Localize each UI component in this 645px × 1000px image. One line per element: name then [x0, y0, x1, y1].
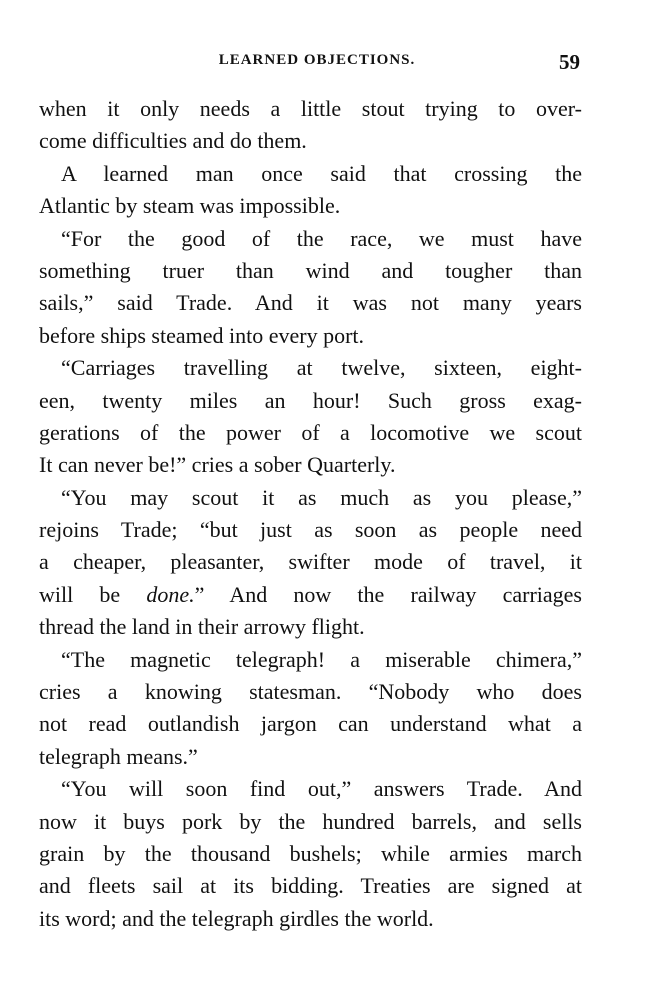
text-line: A learned man once said that crossing the	[61, 160, 582, 186]
text-line: its word; and the telegraph girdles the world.	[39, 905, 434, 931]
text-line: “The magnetic telegraph! a miserable chimera,”	[61, 646, 582, 672]
text-line: thread the land in their arrowy flight.	[39, 614, 365, 640]
text-line-with-italic	[39, 579, 582, 611]
page-number: 59	[559, 50, 580, 74]
closing-quote: ”	[194, 581, 205, 607]
text-line: It can never be!” cries a sober Quarterly.	[39, 452, 396, 478]
text-line: not read outlandish jargon can understand what a	[39, 711, 582, 737]
text-line: cries a knowing statesman. “Nobody who does	[39, 679, 582, 705]
text-line: before ships steamed into every port.	[39, 322, 365, 348]
text-line: een, twenty miles an hour! Such gross exag-	[39, 387, 582, 413]
text-line: something truer than wind and tougher than	[39, 257, 582, 283]
body-text	[39, 93, 582, 935]
text-line: Atlantic by steam was impossible.	[39, 193, 341, 219]
text-line: come difficulties and do them.	[39, 128, 307, 154]
text-line: grain by the thousand bushels; while armies march	[39, 840, 582, 866]
line-suffix: And now the railway carriages	[229, 581, 582, 607]
text-line: when it only needs a little stout trying to over-	[39, 96, 582, 121]
italic-word: done.	[146, 581, 195, 607]
text-line: “You may scout it as much as you please,”	[61, 484, 582, 510]
text-line: sails,” said Trade. And it was not many years	[39, 290, 582, 316]
text-line: and fleets sail at its bidding. Treaties are signed at	[39, 873, 582, 899]
text-line: gerations of the power of a locomotive we scout	[39, 419, 582, 445]
text-line: a cheaper, pleasanter, swifter mode of travel, it	[39, 549, 582, 575]
text-line: “You will soon find out,” answers Trade. And	[61, 776, 582, 802]
running-title: LEARNED OBJECTIONS.	[218, 52, 416, 68]
text-line: “For the good of the race, we must have	[61, 225, 582, 251]
running-head	[40, 50, 582, 76]
text-line: “Carriages travelling at twelve, sixteen, eight-	[61, 355, 582, 381]
text-line: now it buys pork by the hundred barrels, and sells	[39, 808, 582, 834]
text-line: rejoins Trade; “but just as soon as people need	[39, 517, 582, 543]
text-line: telegraph means.”	[39, 743, 198, 769]
line-prefix: will be	[39, 581, 147, 607]
